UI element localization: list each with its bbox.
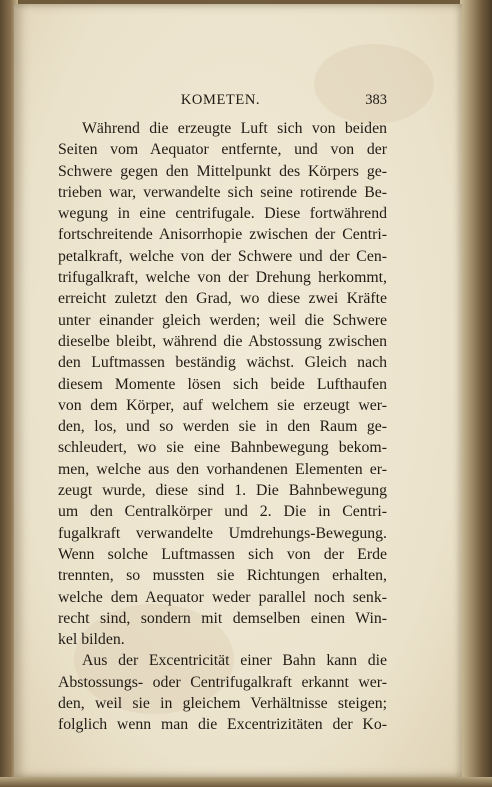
text-line: Wenn solche Luftmassen sich von der Erde (58, 545, 387, 563)
text-line: folglich wenn man die Excentrizitäten der Ko- (58, 716, 387, 734)
text-line: Abstossungs- oder Centrifugalkraft erkannt wer- (58, 673, 387, 691)
text-line: welche dem Aequator weder parallel noch senk- (58, 588, 387, 606)
book-page (14, 4, 462, 777)
running-header (54, 92, 387, 112)
paragraph-2 (58, 650, 387, 735)
text-line: den, los, und so werden sie in den Raum ge- (58, 418, 387, 436)
text-line: Aus der Excentricität einer Bahn kann die (82, 652, 387, 670)
text-line: den Luftmassen beständig wächst. Gleich nach (58, 354, 387, 372)
paper-stain (314, 44, 434, 124)
text-line: petalkraft, welche von der Schwere und der Cen- (58, 247, 387, 265)
text-line: wegung in eine centrifugale. Diese fortwährend (58, 205, 387, 223)
text-line: erreicht zuletzt den Grad, wo diese zwei Kräfte (58, 290, 387, 308)
text-line: kel bilden. (58, 631, 125, 649)
text-line: dieselbe bleibt, während die Abstossung zwischen (58, 332, 387, 350)
paragraph-1 (58, 118, 387, 650)
text-line: diesem Momente lösen sich beide Lufthaufen (58, 375, 387, 393)
text-line: schleudert, wo sie eine Bahnbewegung bekom- (58, 439, 387, 457)
text-line: recht sind, sondern mit demselben einen Win- (58, 609, 387, 627)
text-line: von dem Körper, auf welchem sie erzeugt wer- (58, 396, 387, 414)
text-line: den, weil sie in gleichem Verhältnisse steigen; (58, 695, 387, 713)
scan-edge-right (460, 0, 492, 787)
text-line: unter einander gleich werden; weil die Schwere (58, 311, 387, 329)
body-text (58, 118, 387, 736)
running-head-title: KOMETEN. (180, 92, 261, 108)
text-line: men, welche aus den vorhandenen Elementen er- (58, 460, 387, 478)
text-line: trennten, so mussten sie Richtungen erhalten, (58, 567, 387, 585)
text-line: Seiten vom Aequator entfernte, und von der (58, 141, 387, 159)
text-line: fortschreitende Anisorrhopie zwischen der Centri- (58, 226, 387, 244)
page-number: 383 (365, 92, 387, 108)
text-line: Schwere gegen den Mittelpunkt des Körpers ge- (58, 162, 387, 180)
text-line: trieben war, verwandelte sich seine rotirende Be- (58, 183, 387, 201)
text-line: trifugalkraft, welche von der Drehung herkommt, (58, 269, 387, 287)
text-line: zeugt wurde, diese sind 1. Die Bahnbewegung (58, 482, 387, 500)
text-line: Während die erzeugte Luft sich von beiden (82, 120, 387, 137)
text-line: fugalkraft verwandelte Umdrehungs-Bewegung. (58, 524, 387, 542)
text-line: um den Centralkörper und 2. Die in Centri- (58, 503, 387, 521)
scan-edge-bottom (0, 777, 492, 787)
